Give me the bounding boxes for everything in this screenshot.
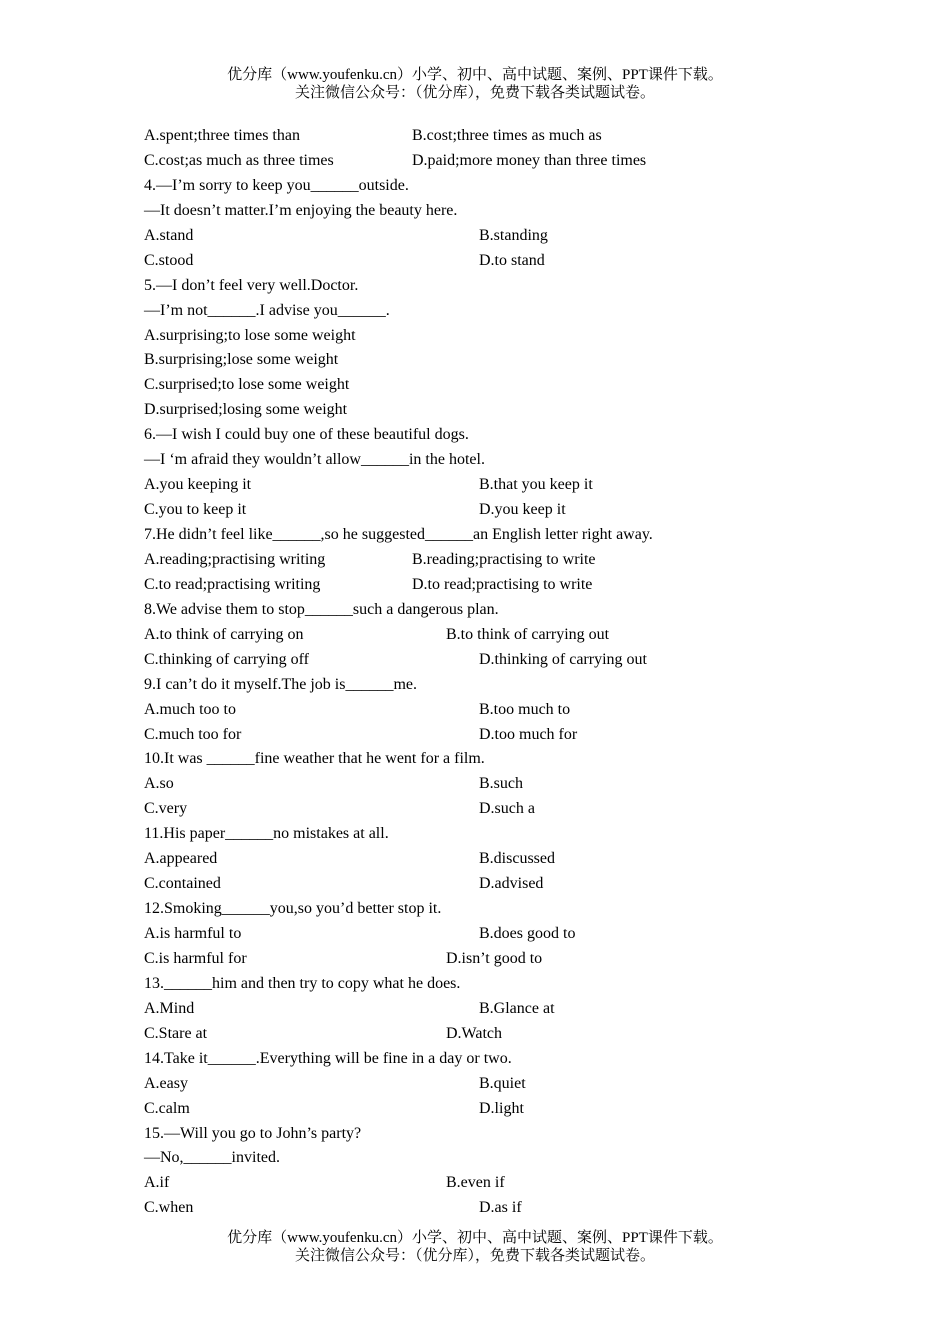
option-row [144, 1022, 844, 1047]
option-d: D.to read;practising to write [412, 575, 593, 593]
question-5: 5.—I don’t feel very well.Doctor. [144, 276, 359, 294]
option-a: A.stand [144, 226, 194, 244]
footer-line-1: 优分库（www.youfenku.cn）小学、初中、高中试题、案例、PPT课件下载。 [227, 1230, 723, 1246]
option-row [144, 698, 844, 723]
option-c: C.to read;practising writing [144, 575, 321, 593]
page-header [0, 66, 950, 102]
option-c: C.when [144, 1199, 194, 1217]
option-row [144, 124, 844, 149]
option-a: A.spent;three times than [144, 127, 300, 144]
option-c: C.you to keep it [144, 501, 247, 519]
option-d: D.light [479, 1099, 524, 1117]
option-a: A.is harmful to [144, 925, 242, 942]
option-c: C.much too for [144, 725, 242, 743]
option-c: C.cost;as much as three times [144, 151, 334, 169]
option-a: A.if [144, 1174, 170, 1192]
footer-line-2: 关注微信公众号：（优分库），免费下载各类试题试卷。 [294, 1248, 655, 1264]
option-b: B.discussed [479, 850, 555, 868]
header-line-1: 优分库（www.youfenku.cn）小学、初中、高中试题、案例、PPT课件下载。 [227, 67, 723, 83]
question-15-reply: —No,______invited. [144, 1149, 280, 1167]
option-c: C.is harmful for [144, 949, 247, 967]
option-row [144, 847, 844, 872]
option-a: A.appeared [144, 850, 218, 868]
option-row [144, 997, 844, 1022]
option-a: A.you keeping it [144, 476, 252, 494]
option-row [144, 772, 844, 797]
option-b: B.to think of carrying out [446, 625, 610, 643]
option-b: B.even if [446, 1174, 505, 1192]
question-12: 12.Smoking______you,so you’d better stop it. [144, 900, 442, 918]
option-b: B.too much to [479, 700, 571, 718]
question-6-reply: —I ‘m afraid they wouldn’t allow______in the hotel. [144, 451, 485, 469]
question-4-reply: —It doesn’t matter.I’m enjoying the beauty here. [144, 201, 458, 219]
option-b: B.cost;three times as much as [412, 127, 602, 144]
option-row [144, 623, 844, 648]
option-row [144, 573, 844, 598]
option-row [144, 498, 844, 523]
option-d: D.as if [479, 1199, 522, 1217]
option-row [144, 1097, 844, 1122]
option-d: D.too much for [479, 725, 578, 743]
option-b: B.standing [479, 226, 548, 244]
option-c: C.very [144, 800, 188, 818]
option-a: A.so [144, 775, 174, 793]
option-row [144, 548, 844, 573]
option-a: A.to think of carrying on [144, 625, 304, 643]
option-a: A.surprising;to lose some weight [144, 326, 356, 344]
option-d: D.surprised;losing some weight [144, 401, 348, 419]
option-a: A.Mind [144, 999, 195, 1017]
option-d: D.you keep it [479, 501, 566, 519]
option-d: D.Watch [446, 1024, 503, 1042]
question-14: 14.Take it______.Everything will be fine in a day or two. [144, 1049, 512, 1067]
question-6: 6.—I wish I could buy one of these beautiful dogs. [144, 426, 469, 444]
option-row [144, 947, 844, 972]
question-list [144, 124, 844, 1221]
option-row [144, 249, 844, 274]
option-c: C.contained [144, 875, 221, 893]
option-row [144, 473, 844, 498]
question-8: 8.We advise them to stop______such a dangerous plan. [144, 600, 499, 618]
option-b: B.that you keep it [479, 476, 593, 494]
option-c: C.Stare at [144, 1024, 208, 1042]
option-row [144, 1196, 844, 1221]
option-b: B.Glance at [479, 999, 555, 1017]
option-c: C.thinking of carrying off [144, 650, 310, 668]
option-c: C.calm [144, 1099, 190, 1117]
option-d: D.advised [479, 875, 544, 893]
option-c: C.stood [144, 251, 194, 269]
option-row [144, 797, 844, 822]
option-row [144, 1171, 844, 1196]
question-4: 4.—I’m sorry to keep you______outside. [144, 176, 409, 194]
option-a: A.reading;practising writing [144, 550, 326, 568]
question-15: 15.—Will you go to John’s party? [144, 1124, 362, 1142]
question-5-reply: —I’m not______.I advise you______. [144, 301, 390, 319]
option-row [144, 648, 844, 673]
option-b: B.such [479, 775, 523, 793]
header-line-2: 关注微信公众号：（优分库），免费下载各类试题试卷。 [294, 85, 655, 101]
option-row [144, 224, 844, 249]
option-row [144, 872, 844, 897]
option-row [144, 149, 844, 174]
option-row [144, 723, 844, 748]
option-d: D.isn’t good to [446, 949, 543, 967]
question-11: 11.His paper______no mistakes at all. [144, 825, 389, 843]
option-row [144, 922, 844, 947]
option-a: A.much too to [144, 700, 236, 718]
question-9: 9.I can’t do it myself.The job is______me. [144, 675, 417, 693]
option-d: D.to stand [479, 251, 545, 269]
option-b: B.does good to [479, 925, 576, 942]
question-13: 13.______him and then try to copy what he does. [144, 974, 461, 992]
option-d: D.thinking of carrying out [479, 650, 647, 668]
option-c: C.surprised;to lose some weight [144, 376, 350, 394]
page-footer [0, 1229, 950, 1265]
option-b: B.reading;practising to write [412, 550, 596, 568]
question-7: 7.He didn’t feel like______,so he suggested______an English letter right away. [144, 526, 653, 543]
question-10: 10.It was ______fine weather that he went for a film. [144, 750, 485, 768]
option-d: D.such a [479, 800, 535, 818]
option-b: B.quiet [479, 1074, 526, 1092]
option-row [144, 1072, 844, 1097]
option-a: A.easy [144, 1074, 188, 1092]
option-b: B.surprising;lose some weight [144, 351, 339, 369]
option-d: D.paid;more money than three times [412, 151, 647, 169]
